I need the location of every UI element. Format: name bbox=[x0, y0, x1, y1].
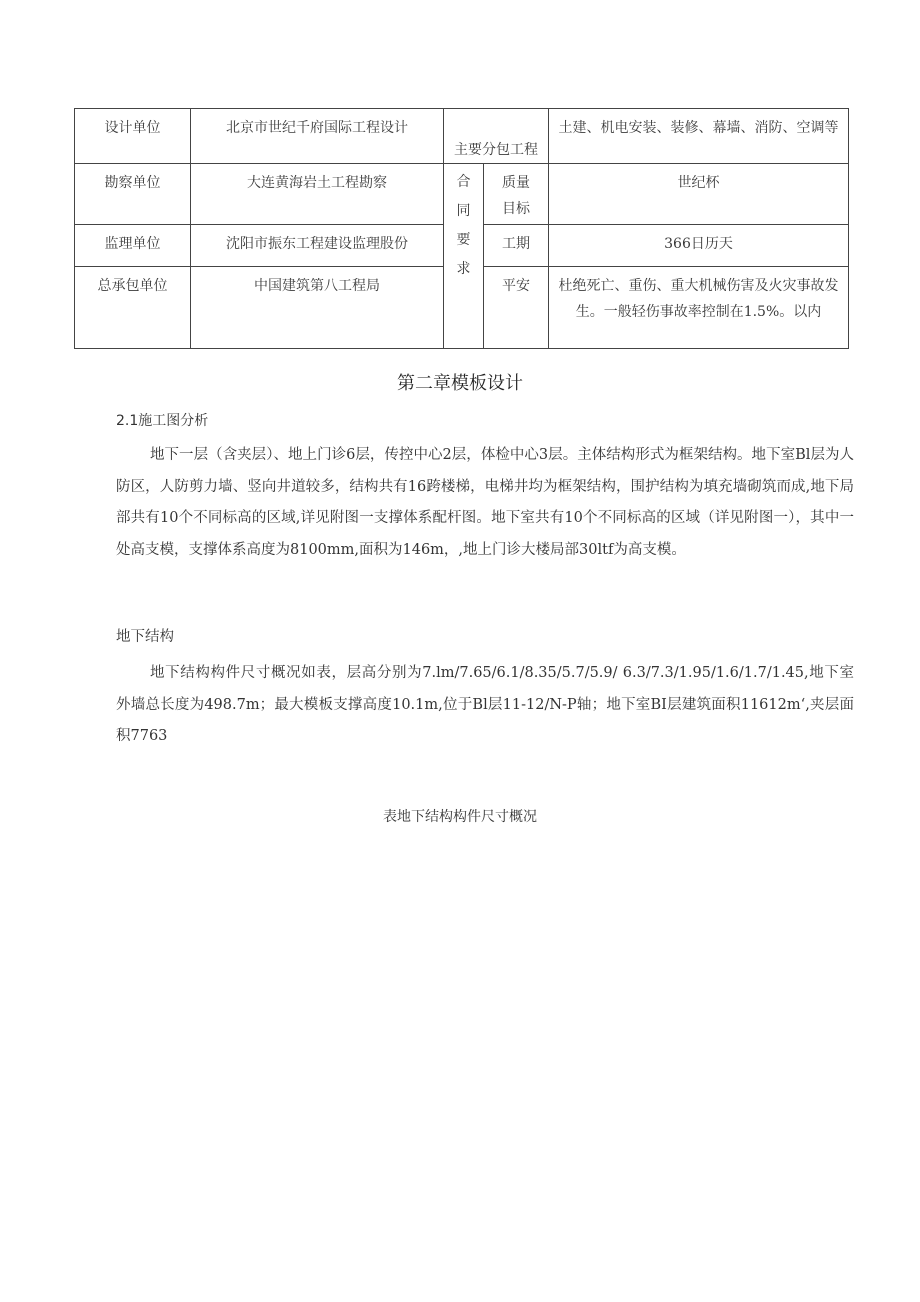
subcontract-value: 土建、机电安装、装修、幕墙、消防、空调等 bbox=[549, 109, 849, 164]
table-row bbox=[75, 109, 849, 164]
subsection-title: 地下结构 bbox=[116, 629, 174, 645]
period-label: 工期 bbox=[484, 225, 549, 267]
safety-label: 平安 bbox=[484, 267, 549, 349]
paragraph-underground-structure: 地下结构构件尺寸概况如表，层高分别为7.lm/7.65/6.1/8.35/5.7/5.9/ 6.3/7.3/1.95/1.6/1.7/1.45,地下室外墙总长度为498.7m；最大模板支撑高度10.1m,位于Bl层11-12/N-P轴；地下室BI层建筑面积11612m‘,夹层面积7763 bbox=[116, 665, 854, 744]
period-value: 366日历天 bbox=[549, 225, 849, 267]
section-title: 2.1施工图分析 bbox=[116, 413, 209, 429]
general-contractor-label: 总承包单位 bbox=[75, 267, 191, 349]
table-row bbox=[75, 164, 849, 225]
general-contractor-value: 中国建筑第八工程局 bbox=[191, 267, 444, 349]
table-caption: 表地下结构构件尺寸概况 bbox=[383, 809, 537, 825]
safety-value: 杜绝死亡、重伤、重大机械伤害及火灾事故发生。一般轻伤事故率控制在1.5%。以内 bbox=[549, 267, 849, 349]
supervision-unit-value: 沈阳市振东工程建设监理股份 bbox=[191, 225, 444, 267]
contract-requirement-label: 合同要求 bbox=[444, 164, 484, 349]
supervision-unit-label: 监理单位 bbox=[75, 225, 191, 267]
survey-unit-label: 勘察单位 bbox=[75, 164, 191, 225]
chapter-title: 第二章模板设计 bbox=[397, 373, 523, 394]
paragraph-construction-analysis: 地下一层（含夹层）、地上门诊6层，传控中心2层，体检中心3层。主体结构形式为框架结构。地下室Bl层为人防区，人防剪力墙、竖向井道较多，结构共有16跨楼梯，电梯井均为框架结构，围护结构为填充墙砌筑而成,地下局部共有10个不同标高的区域,详见附图一支撑体系配杆图。地下室共有10个不同标高的区域（详见附图一），其中一处高支模，支撑体系高度为8100mm,面积为146m，,地上门诊大楼局部30ltf为高支模。 bbox=[116, 447, 854, 558]
design-unit-value: 北京市世纪千府国际工程设计 bbox=[191, 109, 444, 164]
survey-unit-value: 大连黄海岩土工程勘察 bbox=[191, 164, 444, 225]
project-info-table bbox=[74, 108, 849, 349]
quality-value: 世纪杯 bbox=[549, 164, 849, 225]
quality-label: 质量目标 bbox=[484, 164, 549, 225]
subcontract-label: 主要分包工程 bbox=[444, 109, 549, 164]
design-unit-label: 设计单位 bbox=[75, 109, 191, 164]
